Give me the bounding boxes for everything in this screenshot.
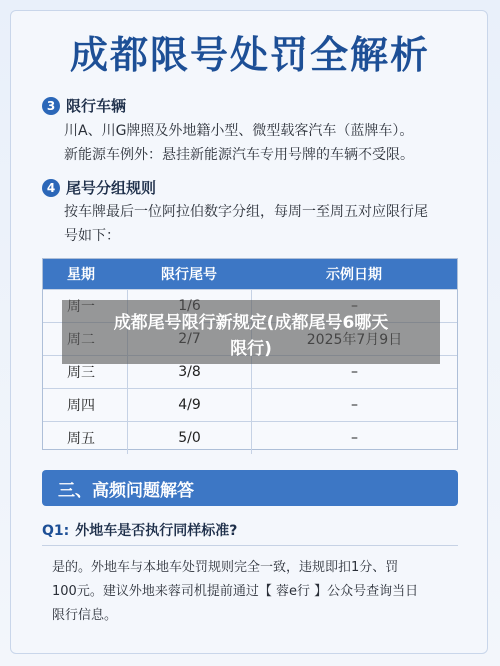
cell-tail-number: 5/0 <box>127 422 251 454</box>
cell-tail-number: 4/9 <box>127 389 251 421</box>
table-row <box>43 388 457 421</box>
faq-question <box>42 520 237 540</box>
answer-line-3: 限行信息。 <box>52 608 118 623</box>
section-4-line-2: 号如下： <box>64 228 120 244</box>
section-3-line-1: 川A、川G牌照及外地籍小型、微型载客汽车（蓝牌车）。 <box>64 123 414 139</box>
caption-overlay <box>62 300 440 364</box>
table-row <box>43 421 457 454</box>
cell-example-date: – <box>251 356 457 388</box>
answer-line-2: 100元。建议外地来蓉司机提前通过【 蓉e行 】公众号查询当日 <box>52 584 419 599</box>
section-title: 限行车辆 <box>66 97 127 115</box>
section-4-heading <box>42 177 156 198</box>
faq-banner: 三、高频问题解答 <box>42 470 458 506</box>
caption-line-2: 限行) <box>230 339 272 359</box>
cell-tail-number: 3/8 <box>127 356 251 388</box>
cell-weekday: 周五 <box>67 431 95 447</box>
table-header <box>43 259 457 289</box>
section-4-line-1: 按车牌最后一位阿拉伯数字分组，每周一至周五对应限行尾 <box>64 204 428 220</box>
header-weekday: 星期 <box>67 267 95 283</box>
question-tag: Q1: <box>42 523 70 539</box>
section-number-badge: 3 <box>42 97 60 115</box>
cell-weekday: 周三 <box>67 365 95 381</box>
header-tail-number: 限行尾号 <box>161 267 217 283</box>
question-text: 外地车是否执行同样标准? <box>75 523 238 539</box>
header-example-date: 示例日期 <box>326 267 382 283</box>
cell-example-date: – <box>251 389 457 421</box>
answer-line-1: 是的。外地车与本地车处罚规则完全一致，违规即扣1分、罚 <box>52 560 399 575</box>
cell-weekday: 周四 <box>67 398 95 414</box>
caption-line-1: 成都尾号限行新规定(成都尾号6哪天 <box>113 313 389 333</box>
cell-example-date: – <box>251 422 457 454</box>
section-3-heading <box>42 95 126 116</box>
section-3-line-2: 新能源车例外：悬挂新能源汽车专用号牌的车辆不受限。 <box>64 147 414 163</box>
section-number-badge: 4 <box>42 179 60 197</box>
divider <box>42 545 458 546</box>
page-title: 成都限号处罚全解析 <box>69 33 430 77</box>
section-title: 尾号分组规则 <box>66 179 157 197</box>
